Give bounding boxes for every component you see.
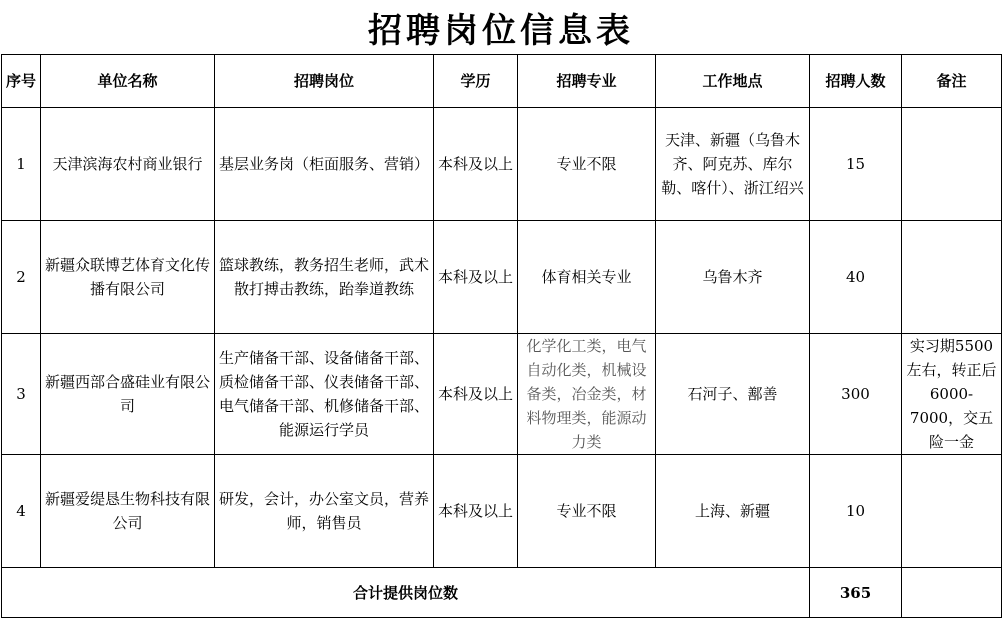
row-major: 专业不限 — [518, 455, 656, 568]
header-education: 学历 — [434, 55, 518, 108]
row-index: 2 — [2, 221, 41, 334]
row-location: 乌鲁木齐 — [656, 221, 810, 334]
header-location: 工作地点 — [656, 55, 810, 108]
row-position: 研发，会计，办公室文员，营养师，销售员 — [215, 455, 434, 568]
row-major: 体育相关专业 — [518, 221, 656, 334]
total-row — [2, 568, 1002, 618]
row-company: 天津滨海农村商业银行 — [41, 108, 215, 221]
row-count: 10 — [810, 455, 902, 568]
header-major: 招聘专业 — [518, 55, 656, 108]
row-position: 生产储备干部、设备储备干部、质检储备干部、仪表储备干部、电气储备干部、机修储备干部、能源运行学员 — [215, 334, 434, 455]
row-index: 3 — [2, 334, 41, 455]
table-row — [2, 334, 1002, 455]
row-index: 4 — [2, 455, 41, 568]
row-major: 化学化工类，电气自动化类，机械设备类，冶金类，材料物理类，能源动力类 — [518, 334, 656, 455]
total-label: 合计提供岗位数 — [2, 568, 810, 618]
row-count: 300 — [810, 334, 902, 455]
header-index: 序号 — [2, 55, 41, 108]
row-location: 石河子、鄯善 — [656, 334, 810, 455]
header-note: 备注 — [902, 55, 1002, 108]
row-count: 15 — [810, 108, 902, 221]
row-note — [902, 221, 1002, 334]
total-note — [902, 568, 1002, 618]
row-company: 新疆西部合盛硅业有限公司 — [41, 334, 215, 455]
row-index: 1 — [2, 108, 41, 221]
row-company: 新疆众联博艺体育文化传播有限公司 — [41, 221, 215, 334]
table-row — [2, 221, 1002, 334]
header-row — [2, 55, 1002, 108]
header-position: 招聘岗位 — [215, 55, 434, 108]
row-education: 本科及以上 — [434, 221, 518, 334]
total-count: 365 — [810, 568, 902, 618]
header-count: 招聘人数 — [810, 55, 902, 108]
row-location: 天津、新疆（乌鲁木齐、阿克苏、库尔勒、喀什）、浙江绍兴 — [656, 108, 810, 221]
row-location: 上海、新疆 — [656, 455, 810, 568]
row-note: 实习期5500左右，转正后6000-7000，交五险一金 — [902, 334, 1002, 455]
row-note — [902, 455, 1002, 568]
recruitment-table — [1, 54, 1002, 618]
row-education: 本科及以上 — [434, 455, 518, 568]
row-position: 基层业务岗（柜面服务、营销） — [215, 108, 434, 221]
row-education: 本科及以上 — [434, 334, 518, 455]
row-major: 专业不限 — [518, 108, 656, 221]
table-row — [2, 108, 1002, 221]
row-count: 40 — [810, 221, 902, 334]
table-row — [2, 455, 1002, 568]
row-education: 本科及以上 — [434, 108, 518, 221]
header-company: 单位名称 — [41, 55, 215, 108]
row-note — [902, 108, 1002, 221]
row-company: 新疆爱缇恳生物科技有限公司 — [41, 455, 215, 568]
page-title: 招聘岗位信息表 — [368, 10, 634, 51]
row-position: 篮球教练，教务招生老师，武术散打搏击教练，跆拳道教练 — [215, 221, 434, 334]
